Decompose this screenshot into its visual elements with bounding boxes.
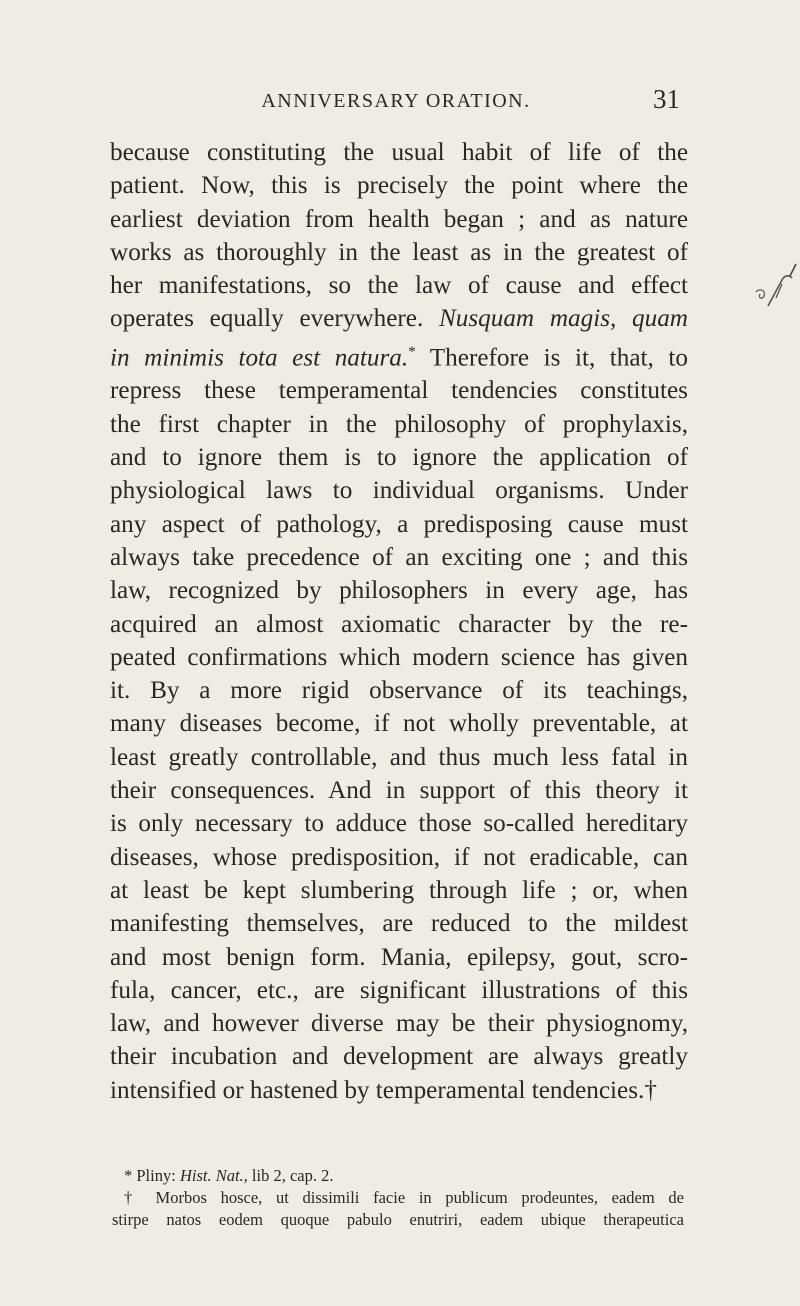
latin-quote-part-a: Nusquam magis, quam (438, 305, 688, 333)
text-line: least greatly controllable, and thus much less fatal in (110, 743, 688, 771)
text-line (110, 336, 688, 375)
latin-quote-part-b: in minimis tota est natura. (110, 344, 409, 372)
text-line: intensified or hastened by temperamental tendencies.† (110, 1076, 657, 1104)
text-line: her manifestations, so the law of cause and effect (110, 272, 688, 300)
text-line: any aspect of pathology, a predisposing cause must (110, 510, 688, 538)
text-line: it. By a more rigid observance of its teachings, (110, 677, 688, 705)
text-line: their incubation and development are always greatly (110, 1043, 688, 1071)
text-run: Therefore is it, that, to (415, 344, 688, 372)
text-run: operates equally everywhere. (110, 305, 439, 333)
text-line: and most benign form. Mania, epilepsy, gout, scro- (110, 943, 688, 971)
text-line: manifesting themselves, are reduced to the mildest (110, 910, 688, 938)
text-line: repress these temperamental tendencies constitutes (110, 377, 688, 405)
text-line: at least be kept slumbering through life ; or, when (110, 876, 688, 904)
footnote-1-marker: * Pliny: (124, 1166, 180, 1185)
text-line: because constituting the usual habit of life of the (110, 139, 688, 166)
footnote-marker: * (408, 343, 416, 360)
text-line: physiological laws to individual organisms. Under (110, 477, 688, 505)
footnote-1 (112, 1165, 684, 1187)
text-line: and to ignore them is to ignore the application of (110, 444, 688, 472)
text-line: fula, cancer, etc., are significant illustrations of this (110, 976, 688, 1004)
text-line: their consequences. And in support of this theory it (110, 777, 688, 805)
footnote-1-title: Hist. Nat., (179, 1166, 248, 1185)
page-number: 31 (653, 84, 680, 114)
text-line: acquired an almost axiomatic character by the re- (110, 610, 688, 638)
text-line: is only necessary to adduce those so-called hereditary (110, 810, 688, 838)
text-line: always take precedence of an exciting one ; and this (110, 543, 688, 571)
footnote-1-ref: lib 2, cap. 2. (247, 1166, 334, 1185)
body-text (110, 136, 688, 1107)
handwritten-margin-mark (752, 262, 798, 318)
text-line: diseases, whose predisposition, if not eradicable, can (110, 843, 688, 871)
footnote-2-line: † Morbos hosce, ut dissimili facie in publicum prodeuntes, eadem de (124, 1188, 684, 1207)
page-header (112, 84, 680, 124)
footnote-2-line: stirpe natos eodem quoque pabulo enutriri, eadem ubique therapeutica (112, 1210, 684, 1229)
footnotes (112, 1165, 684, 1231)
text-line: works as thoroughly in the least as in the greatest of (110, 238, 688, 266)
text-line: many diseases become, if not wholly preventable, at (110, 710, 688, 738)
text-line: the first chapter in the philosophy of prophylaxis, (110, 410, 688, 438)
text-line: law, recognized by philosophers in every age, has (110, 577, 688, 605)
text-line: earliest deviation from health began ; and as nature (110, 205, 688, 233)
text-line (110, 302, 688, 335)
text-line: patient. Now, this is precisely the point where the (110, 172, 688, 200)
text-line: peated confirmations which modern science has given (110, 643, 688, 671)
text-line: law, and however diverse may be their physiognomy, (110, 1010, 688, 1038)
running-title: ANNIVERSARY ORATION. (261, 90, 531, 112)
